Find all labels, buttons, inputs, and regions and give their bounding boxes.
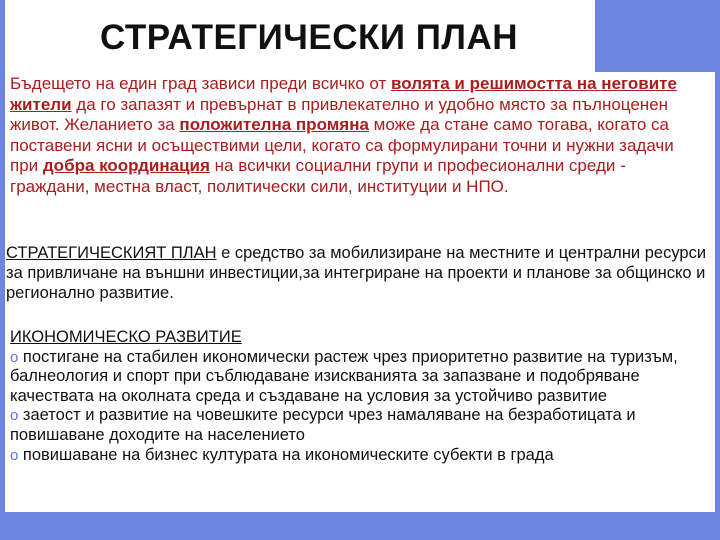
intro-paragraph [10,74,706,198]
economic-item-3 [10,446,710,466]
bullet-circle-icon: o [10,407,19,425]
bullet-circle-icon: o [10,348,19,366]
definition-text: е средство за мобилизиране на местните и централни ресурси за привличане на външни инвестиции,за интегриране на проекти и планове за общинско и регионално развитие. [6,244,707,302]
economic-item-3-text: повишаване на бизнес културата на икономическите субекти в града [18,445,554,464]
economic-item-1-text: постигане на стабилен икономически растеж чрез приоритетно развитие на туризъм, балнеология и спорт при съблюдаване изискванията за запазване и подобряване качествата на околната среда и създаване на условия за устойчиво развитие [10,347,678,405]
definition-term: СТРАТЕГИЧЕСКИЯТ ПЛАН [6,244,217,262]
economic-item-2-text: заетост и развитие на човешките ресурси чрез намаляване на безработицата и повишаване доходите на населението [10,406,636,444]
intro-text-1: Бъдещето на един град зависи преди всичко от [10,74,392,93]
economic-item-2 [10,406,710,445]
intro-emphasis-change: положителна промяна [179,115,369,135]
economic-heading: ИКОНОМИЧЕСКО РАЗВИТИЕ [10,328,242,346]
intro-emphasis-coordination: добра координация [42,156,210,176]
intro-text-4: на всички социални групи и професионални среди - граждани, местна власт, политически сили, институции и НПО. [10,156,626,196]
right-accent-bar [715,0,720,540]
title-accent-block [595,0,720,72]
intro-text-3: може да стане само тогава, когато са поставени ясни и осъществими цели, когато са формулирани точни и нужни задачи при [10,115,674,176]
intro-text-2: да го запазят и превърнат в привлекателно и удобно място за пълноценен живот. Желанието за [10,94,669,135]
economic-item-1 [10,348,710,407]
bottom-accent-strip [0,512,720,540]
economic-section [10,328,710,465]
page-title: СТРАТЕГИЧЕСКИ ПЛАН [100,18,519,57]
definition-paragraph [6,243,712,303]
intro-emphasis-will: волята и решимостта на неговите жители [10,74,677,114]
bullet-circle-icon: o [10,446,19,464]
